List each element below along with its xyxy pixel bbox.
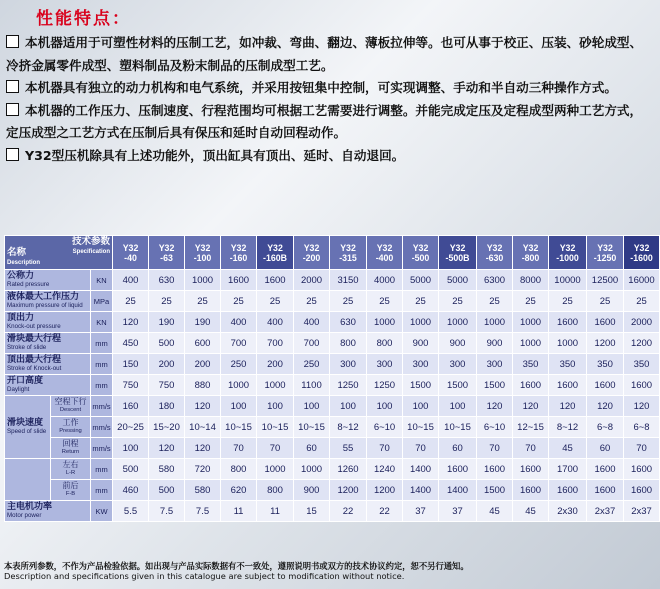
value-cell: 25 (113, 291, 149, 312)
value-cell: 120 (624, 396, 660, 417)
value-cell: 2000 (294, 270, 330, 291)
value-cell: 700 (257, 333, 294, 354)
value-cell: 70 (257, 438, 294, 459)
unit-cell: KN (91, 270, 113, 291)
value-cell: 400 (113, 270, 149, 291)
value-cell: 1600 (587, 480, 624, 501)
value-cell: 120 (477, 396, 513, 417)
value-cell: 100 (257, 396, 294, 417)
value-cell: 1400 (439, 480, 477, 501)
model-header: Y32 -200 (294, 236, 330, 270)
value-cell: 45 (513, 501, 549, 522)
footnote: 本表所列参数，不作为产品检验依据。如出现与产品实际数据有不一致处，遵照说明书或双方的技术协议约定，恕不另行通知。 Description and specifications given in this catalogue are subject to modification without notice. (4, 561, 469, 581)
unit-cell: mm (91, 459, 113, 480)
value-cell: 1700 (549, 459, 587, 480)
param-name: 开口高度 Daylight (5, 375, 91, 396)
value-cell: 1200 (587, 333, 624, 354)
checkbox-icon (6, 103, 19, 116)
table-row (5, 396, 660, 417)
value-cell: 70 (367, 438, 403, 459)
value-cell: 1000 (294, 459, 330, 480)
value-cell: 25 (257, 291, 294, 312)
model-header: Y32 -40 (113, 236, 149, 270)
value-cell: 70 (513, 438, 549, 459)
value-cell: 100 (403, 396, 439, 417)
param-name: 液体最大工作压力 Maximum pressure of liquid (5, 291, 91, 312)
param-name: 主电机功率 Motor power (5, 501, 91, 522)
value-cell: 8000 (513, 270, 549, 291)
value-cell: 500 (113, 459, 149, 480)
unit-cell: mm/s (91, 438, 113, 459)
value-cell: 800 (330, 333, 367, 354)
value-cell: 6~8 (624, 417, 660, 438)
value-cell: 450 (113, 333, 149, 354)
value-cell: 15 (294, 501, 330, 522)
value-cell: 1200 (624, 333, 660, 354)
feature-item: 本机器适用于可塑性材料的压制工艺，如冲裁、弯曲、翻边、薄板拉伸等。也可从事于校正、压装、砂轮成型、冷挤金属零件成型、塑料制品及粉末制品的压制成型工艺。 (6, 35, 643, 73)
value-cell: 1000 (257, 375, 294, 396)
value-cell: 720 (185, 459, 221, 480)
value-cell: 25 (221, 291, 257, 312)
value-cell: 70 (221, 438, 257, 459)
value-cell: 800 (257, 480, 294, 501)
value-cell: 3150 (330, 270, 367, 291)
value-cell: 120 (149, 438, 185, 459)
param-group-name (5, 459, 51, 501)
unit-cell: mm (91, 354, 113, 375)
value-cell: 1000 (403, 312, 439, 333)
model-header: Y32 -160B (257, 236, 294, 270)
value-cell: 8~12 (330, 417, 367, 438)
value-cell: 250 (221, 354, 257, 375)
value-cell: 1200 (330, 480, 367, 501)
value-cell: 120 (587, 396, 624, 417)
feature-item: Y32型压机除具有上述功能外，顶出缸具有顶出、延时、自动退回。 (6, 145, 646, 168)
value-cell: 400 (294, 312, 330, 333)
table-row (5, 375, 660, 396)
spec-table (4, 235, 660, 522)
unit-cell: mm (91, 375, 113, 396)
header-row (5, 236, 660, 270)
value-cell: 12~15 (513, 417, 549, 438)
param-group-name: 滑块速度 Speed of slide (5, 396, 51, 459)
value-cell: 10~15 (403, 417, 439, 438)
value-cell: 25 (439, 291, 477, 312)
value-cell: 1260 (330, 459, 367, 480)
value-cell: 120 (513, 396, 549, 417)
value-cell: 45 (477, 501, 513, 522)
value-cell: 70 (403, 438, 439, 459)
value-cell: 120 (113, 312, 149, 333)
value-cell: 1500 (439, 375, 477, 396)
value-cell: 1000 (439, 312, 477, 333)
value-cell: 250 (294, 354, 330, 375)
model-header: Y32 -1000 (549, 236, 587, 270)
value-cell: 4000 (367, 270, 403, 291)
value-cell: 25 (587, 291, 624, 312)
sub-param-name: 工作 Pressing (51, 417, 91, 438)
value-cell: 25 (185, 291, 221, 312)
value-cell: 400 (257, 312, 294, 333)
value-cell: 5.5 (113, 501, 149, 522)
value-cell: 1600 (587, 375, 624, 396)
feature-item: 本机器具有独立的动力机构和电气系统，并采用按钮集中控制，可实现调整、手动和半自动三种操作方式。 (6, 77, 646, 100)
value-cell: 200 (149, 354, 185, 375)
checkbox-icon (6, 80, 19, 93)
value-cell: 700 (294, 333, 330, 354)
value-cell: 25 (330, 291, 367, 312)
value-cell: 1600 (587, 312, 624, 333)
value-cell: 120 (185, 396, 221, 417)
value-cell: 1250 (367, 375, 403, 396)
table-row (5, 438, 660, 459)
value-cell: 750 (149, 375, 185, 396)
unit-cell: mm (91, 480, 113, 501)
value-cell: 300 (403, 354, 439, 375)
value-cell: 1000 (367, 312, 403, 333)
table-row (5, 354, 660, 375)
value-cell: 2000 (624, 312, 660, 333)
value-cell: 100 (439, 396, 477, 417)
value-cell: 20~25 (113, 417, 149, 438)
table-row (5, 480, 660, 501)
value-cell: 1240 (367, 459, 403, 480)
value-cell: 350 (549, 354, 587, 375)
value-cell: 100 (113, 438, 149, 459)
table-corner: 技术参数 Specification 名称 Description (5, 236, 113, 270)
value-cell: 100 (330, 396, 367, 417)
value-cell: 25 (549, 291, 587, 312)
value-cell: 1000 (477, 312, 513, 333)
value-cell: 16000 (624, 270, 660, 291)
value-cell: 1200 (367, 480, 403, 501)
value-cell: 750 (113, 375, 149, 396)
table-row (5, 312, 660, 333)
value-cell: 25 (477, 291, 513, 312)
model-header: Y32 -500B (439, 236, 477, 270)
value-cell: 200 (257, 354, 294, 375)
value-cell: 1000 (257, 459, 294, 480)
value-cell: 1000 (549, 333, 587, 354)
value-cell: 400 (221, 312, 257, 333)
value-cell: 1000 (185, 270, 221, 291)
value-cell: 1000 (513, 333, 549, 354)
value-cell: 25 (149, 291, 185, 312)
value-cell: 1600 (624, 375, 660, 396)
value-cell: 5000 (439, 270, 477, 291)
value-cell: 10000 (549, 270, 587, 291)
value-cell: 1600 (221, 270, 257, 291)
value-cell: 25 (513, 291, 549, 312)
value-cell: 60 (587, 438, 624, 459)
value-cell: 2x30 (549, 501, 587, 522)
section-heading: 性能特点： (36, 9, 131, 29)
sub-param-name: 回程 Return (51, 438, 91, 459)
value-cell: 25 (403, 291, 439, 312)
value-cell: 22 (330, 501, 367, 522)
model-header: Y32 -63 (149, 236, 185, 270)
value-cell: 120 (549, 396, 587, 417)
value-cell: 100 (367, 396, 403, 417)
unit-cell: mm (91, 333, 113, 354)
value-cell: 150 (113, 354, 149, 375)
value-cell: 580 (149, 459, 185, 480)
value-cell: 25 (294, 291, 330, 312)
model-header: Y32 -315 (330, 236, 367, 270)
value-cell: 160 (113, 396, 149, 417)
value-cell: 500 (149, 480, 185, 501)
value-cell: 620 (221, 480, 257, 501)
value-cell: 10~15 (221, 417, 257, 438)
value-cell: 300 (439, 354, 477, 375)
model-header: Y32 -160 (221, 236, 257, 270)
value-cell: 350 (513, 354, 549, 375)
value-cell: 900 (403, 333, 439, 354)
value-cell: 1400 (403, 480, 439, 501)
value-cell: 1600 (549, 312, 587, 333)
value-cell: 190 (149, 312, 185, 333)
value-cell: 1600 (477, 459, 513, 480)
value-cell: 1400 (403, 459, 439, 480)
value-cell: 350 (587, 354, 624, 375)
value-cell: 500 (149, 333, 185, 354)
value-cell: 2x37 (587, 501, 624, 522)
value-cell: 70 (477, 438, 513, 459)
value-cell: 5000 (403, 270, 439, 291)
value-cell: 11 (257, 501, 294, 522)
value-cell: 900 (477, 333, 513, 354)
value-cell: 37 (439, 501, 477, 522)
feature-item: 本机器的工作压力、压制速度、行程范围均可根据工艺需要进行调整。并能完成定压及定程成型两种工艺方式，定压成型之工艺方式在压制后具有保压和延时自动回程动作。 (6, 102, 643, 140)
value-cell: 580 (185, 480, 221, 501)
value-cell: 2x37 (624, 501, 660, 522)
value-cell: 100 (221, 396, 257, 417)
unit-cell: mm/s (91, 396, 113, 417)
value-cell: 1600 (549, 480, 587, 501)
value-cell: 7.5 (149, 501, 185, 522)
value-cell: 10~15 (294, 417, 330, 438)
table-row (5, 291, 660, 312)
unit-cell: KW (91, 501, 113, 522)
value-cell: 880 (185, 375, 221, 396)
model-header: Y32 -1600 (624, 236, 660, 270)
value-cell: 12500 (587, 270, 624, 291)
model-header: Y32 -630 (477, 236, 513, 270)
model-header: Y32 -100 (185, 236, 221, 270)
value-cell: 7.5 (185, 501, 221, 522)
checkbox-icon (6, 35, 19, 48)
table-row (5, 333, 660, 354)
value-cell: 600 (185, 333, 221, 354)
param-name: 顶出最大行程 Stroke of Knock-out (5, 354, 91, 375)
checkbox-icon (6, 148, 19, 161)
value-cell: 60 (294, 438, 330, 459)
value-cell: 10~15 (439, 417, 477, 438)
table-row (5, 417, 660, 438)
value-cell: 900 (294, 480, 330, 501)
value-cell: 1500 (477, 480, 513, 501)
table-row (5, 270, 660, 291)
value-cell: 15~20 (149, 417, 185, 438)
param-name: 滑块最大行程 Stroke of slide (5, 333, 91, 354)
feature-list (6, 32, 646, 167)
value-cell: 10~14 (185, 417, 221, 438)
value-cell: 630 (149, 270, 185, 291)
value-cell: 300 (330, 354, 367, 375)
value-cell: 1500 (477, 375, 513, 396)
value-cell: 190 (185, 312, 221, 333)
value-cell: 630 (330, 312, 367, 333)
value-cell: 700 (221, 333, 257, 354)
table-row (5, 459, 660, 480)
value-cell: 25 (624, 291, 660, 312)
table-row (5, 501, 660, 522)
model-header: Y32 -1250 (587, 236, 624, 270)
value-cell: 1600 (257, 270, 294, 291)
value-cell: 1250 (330, 375, 367, 396)
value-cell: 900 (439, 333, 477, 354)
model-header: Y32 -500 (403, 236, 439, 270)
value-cell: 800 (367, 333, 403, 354)
sub-param-name: 空程下行 Descent (51, 396, 91, 417)
value-cell: 22 (367, 501, 403, 522)
value-cell: 37 (403, 501, 439, 522)
value-cell: 180 (149, 396, 185, 417)
value-cell: 1600 (587, 459, 624, 480)
value-cell: 800 (221, 459, 257, 480)
value-cell: 1600 (624, 459, 660, 480)
value-cell: 1000 (221, 375, 257, 396)
value-cell: 55 (330, 438, 367, 459)
value-cell: 1600 (513, 375, 549, 396)
value-cell: 1600 (513, 480, 549, 501)
value-cell: 6300 (477, 270, 513, 291)
param-name: 顶出力 Knock-out pressure (5, 312, 91, 333)
value-cell: 1600 (624, 480, 660, 501)
value-cell: 100 (294, 396, 330, 417)
sub-param-name: 左右 L-R (51, 459, 91, 480)
value-cell: 6~8 (587, 417, 624, 438)
param-name: 公称力 Rated pressure (5, 270, 91, 291)
sub-param-name: 前后 F-B (51, 480, 91, 501)
value-cell: 1600 (439, 459, 477, 480)
model-header: Y32 -800 (513, 236, 549, 270)
value-cell: 460 (113, 480, 149, 501)
value-cell: 350 (624, 354, 660, 375)
value-cell: 1000 (513, 312, 549, 333)
value-cell: 1100 (294, 375, 330, 396)
value-cell: 6~10 (367, 417, 403, 438)
value-cell: 300 (477, 354, 513, 375)
value-cell: 120 (185, 438, 221, 459)
unit-cell: KN (91, 312, 113, 333)
value-cell: 60 (439, 438, 477, 459)
value-cell: 1500 (403, 375, 439, 396)
value-cell: 11 (221, 501, 257, 522)
value-cell: 10~15 (257, 417, 294, 438)
model-header: Y32 -400 (367, 236, 403, 270)
value-cell: 200 (185, 354, 221, 375)
unit-cell: mm/s (91, 417, 113, 438)
value-cell: 45 (549, 438, 587, 459)
value-cell: 6~10 (477, 417, 513, 438)
value-cell: 25 (367, 291, 403, 312)
value-cell: 1600 (549, 375, 587, 396)
value-cell: 300 (367, 354, 403, 375)
unit-cell: MPa (91, 291, 113, 312)
value-cell: 70 (624, 438, 660, 459)
value-cell: 1600 (513, 459, 549, 480)
value-cell: 8~12 (549, 417, 587, 438)
